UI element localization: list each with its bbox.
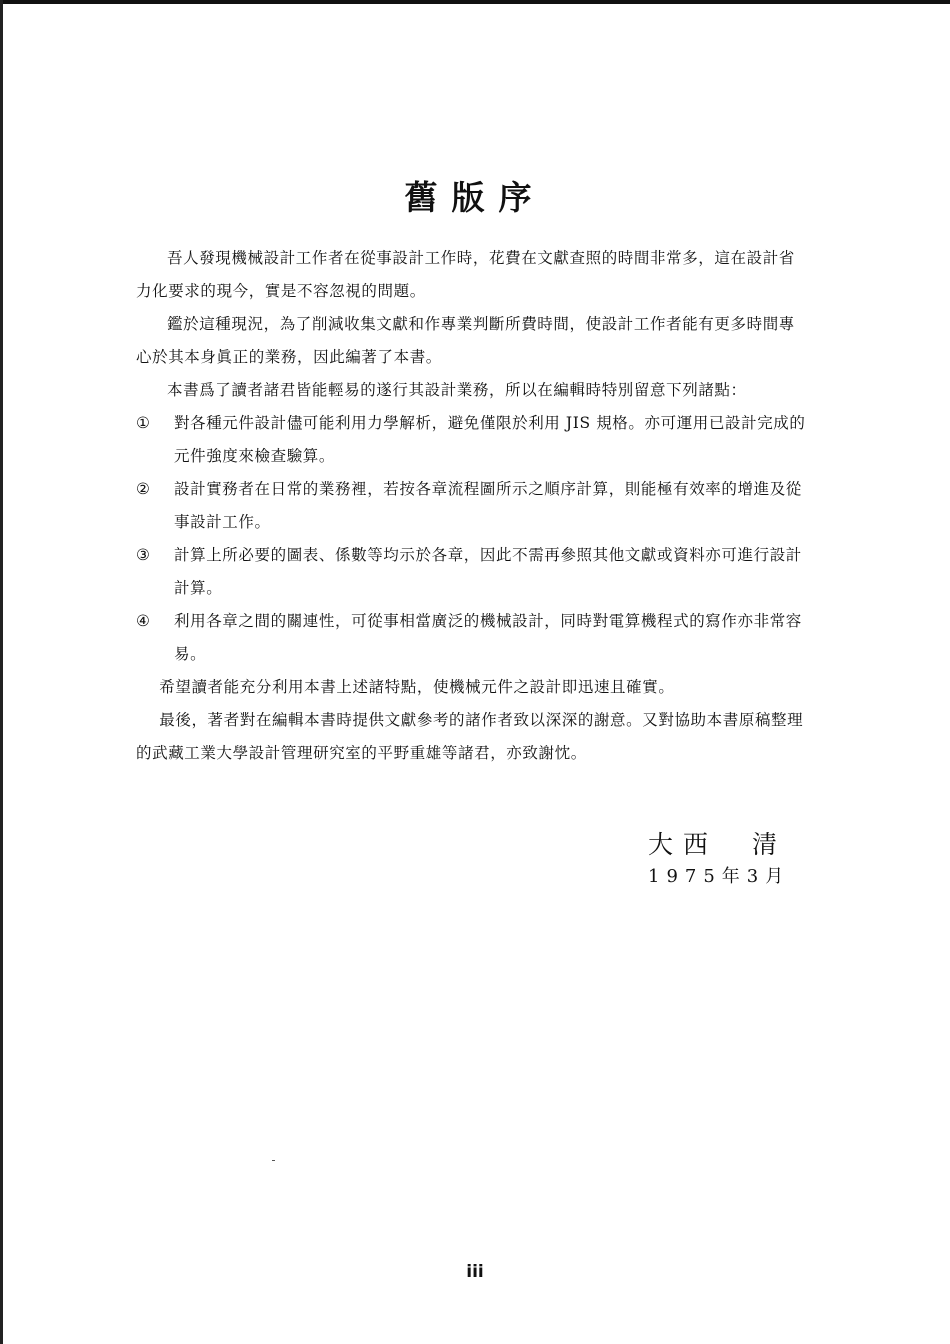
closing-paragraph-2: 最後，著者對在編輯本書時提供文獻參考的諸作者致以深深的謝意。又對協助本書原稿整理的武藏工業大學設計管理研究室的平野重雄等諸君，亦致謝忱。 bbox=[136, 711, 804, 762]
paragraph-2: 鑑於這種現況，為了削減收集文獻和作專業判斷所費時間，使設計工作者能有更多時間專心於其本身眞正的業務，因此編著了本書。 bbox=[136, 315, 795, 366]
top-border-line bbox=[0, 0, 950, 4]
list-item bbox=[136, 539, 806, 605]
closing-paragraph-1: 希望讀者能充分利用本書上述諸特點，使機械元件之設計即迅速且確實。 bbox=[159, 678, 675, 696]
author-surname: 大西 bbox=[648, 830, 719, 859]
list-item bbox=[136, 473, 806, 539]
list-marker: ④ bbox=[136, 612, 151, 630]
list-item bbox=[136, 407, 806, 473]
list-text: 設計實務者在日常的業務裡，若按各章流程圖所示之順序計算，則能極有效率的增進及從事設計工作。 bbox=[174, 480, 802, 531]
list-marker: ② bbox=[136, 480, 151, 498]
scan-speck bbox=[272, 1160, 275, 1161]
signature-date: 1975年3月 bbox=[648, 866, 791, 887]
paragraph-1: 吾人發現機械設計工作者在從事設計工作時，花費在文獻查照的時間非常多，這在設計省力化要求的現今，實是不容忽視的問題。 bbox=[136, 249, 795, 300]
list-item bbox=[136, 605, 806, 671]
list-text: 對各種元件設計儘可能利用力學解析，避免僅限於利用 JIS 規格。亦可運用已設計完成的元件強度來檢查驗算。 bbox=[174, 414, 806, 465]
page-number: iii bbox=[466, 1262, 484, 1282]
list-text: 利用各章之間的關連性，可從事相當廣泛的機械設計，同時對電算機程式的寫作亦非常容易。 bbox=[174, 612, 802, 663]
list-marker: ① bbox=[136, 414, 151, 432]
list-text: 計算上所必要的圖表、係數等均示於各章，因此不需再參照其他文獻或資料亦可進行設計計算。 bbox=[174, 546, 802, 597]
author-given-name: 清 bbox=[752, 830, 788, 859]
paragraph-3: 本書爲了讀者諸君皆能輕易的遂行其設計業務，所以在編輯時特別留意下列諸點： bbox=[167, 381, 747, 399]
preface-body bbox=[136, 242, 806, 770]
author-name bbox=[648, 828, 848, 862]
author-signature bbox=[648, 828, 848, 892]
page-title: 舊版序 bbox=[404, 178, 546, 217]
list-marker: ③ bbox=[136, 546, 151, 564]
